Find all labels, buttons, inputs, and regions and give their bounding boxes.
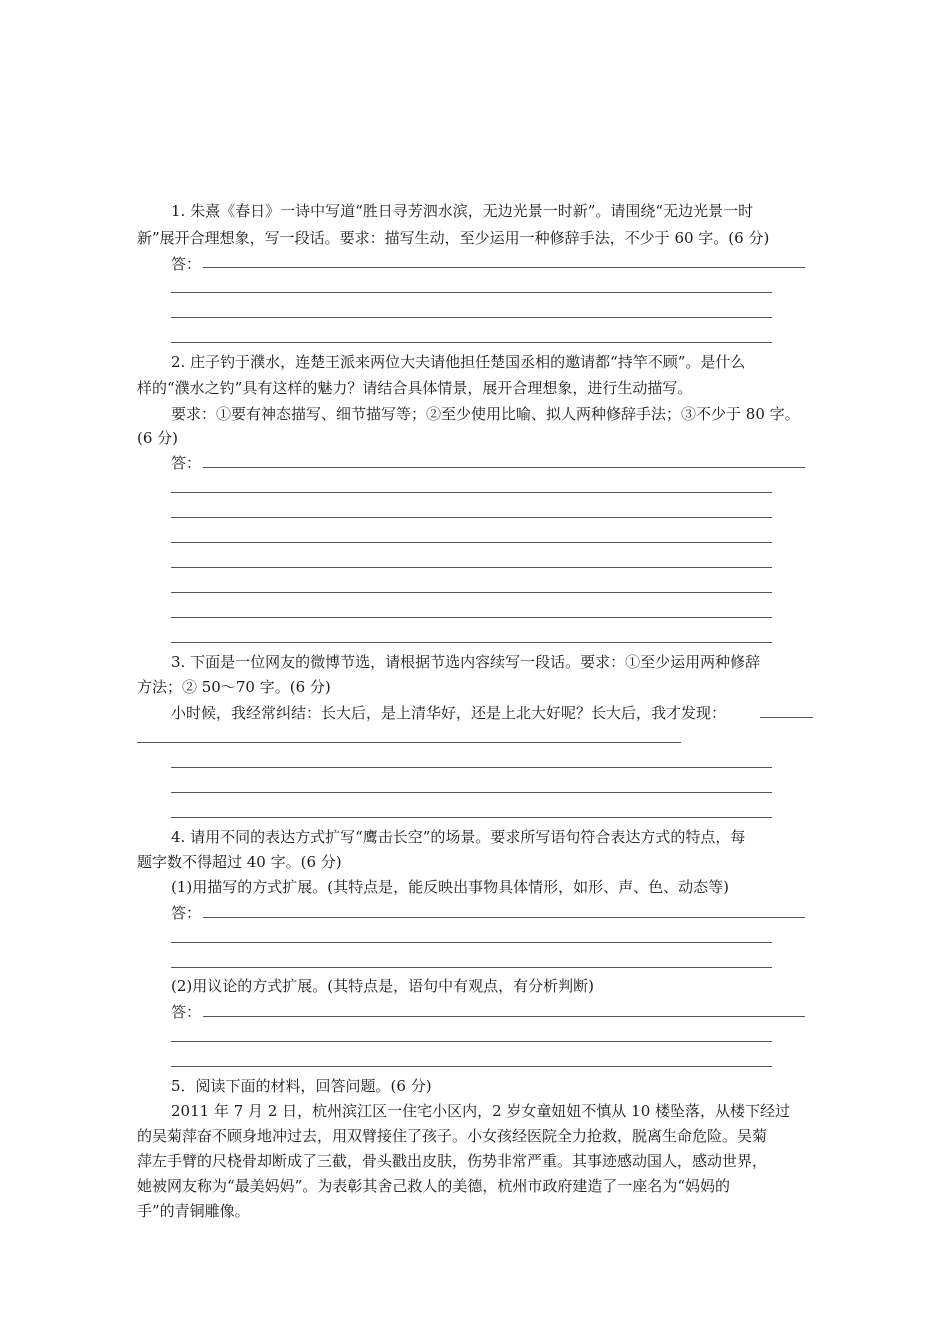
q1-answer-label: 答： xyxy=(171,255,202,273)
q4-answer-line-2[interactable] xyxy=(203,1016,805,1017)
q4-answer-line-1[interactable] xyxy=(171,942,772,943)
q4-answer-line-1[interactable] xyxy=(203,917,805,918)
q5-line-6: 手”的青铜雕像。 xyxy=(137,1202,250,1220)
q2-answer-line[interactable] xyxy=(171,567,772,568)
q4-part-1: (1)用描写的方式扩展。(其特点是，能反映出事物具体情形，如形、声、色、动态等) xyxy=(171,878,729,896)
q1-answer-line[interactable] xyxy=(171,342,772,343)
q4-answer-line-2[interactable] xyxy=(171,1041,772,1042)
q2-answer-line[interactable] xyxy=(171,642,772,643)
q3-line-2: 方法；② 50～70 字。(6 分) xyxy=(137,678,331,696)
q1-answer-line[interactable] xyxy=(171,292,772,293)
q2-answer-line[interactable] xyxy=(171,617,772,618)
q2-answer-label: 答： xyxy=(171,454,202,472)
q5-line-1: 5．阅读下面的材料，回答问题。(6 分) xyxy=(171,1077,432,1095)
q4-line-1: 4. 请用不同的表达方式扩写“鹰击长空”的场景。要求所写语句符合表达方式的特点，每 xyxy=(171,828,746,846)
q5-line-5: 她被网友称为“最美妈妈”。为表彰其舍己救人的美德，杭州市政府建造了一座名为“妈妈的 xyxy=(137,1177,731,1195)
q2-line-4: (6 分) xyxy=(137,429,179,447)
q4-line-2: 题字数不得超过 40 字。(6 分) xyxy=(137,853,342,871)
q2-answer-line[interactable] xyxy=(171,492,772,493)
q2-answer-line[interactable] xyxy=(203,467,805,468)
q1-line-2: 新”展开合理想象，写一段话。要求：描写生动，至少运用一种修辞手法，不少于 60 字。(6 分) xyxy=(137,229,770,247)
q3-answer-line[interactable] xyxy=(137,742,681,743)
q5-line-3: 的吴菊萍奋不顾身地冲过去，用双臂接住了孩子。小女孩经医院全力抢救，脱离生命危险。吴菊 xyxy=(137,1127,768,1145)
q2-line-1: 2. 庄子钓于濮水，连楚王派来两位大夫请他担任楚国丞相的邀请都“持竿不顾”。是什么 xyxy=(171,353,746,371)
q2-line-3: 要求：①要有神态描写、细节描写等；②至少使用比喻、拟人两种修辞手法；③不少于 80 字。 xyxy=(171,405,800,423)
q3-line-3: 小时候，我经常纠结：长大后，是上清华好，还是上北大好呢？长大后，我才发现： xyxy=(171,704,727,722)
q2-answer-line[interactable] xyxy=(171,542,772,543)
q5-line-2: 2011 年 7 月 2 日，杭州滨江区一住宅小区内，2 岁女童妞妞不慎从 10 楼坠落，从楼下经过 xyxy=(171,1102,791,1120)
q1-line-1: 1. 朱熹《春日》一诗中写道“胜日寻芳泗水滨，无边光景一时新”。请围绕“无边光景一时 xyxy=(171,202,754,220)
q2-line-2: 样的“濮水之钓”具有这样的魅力？请结合具体情景，展开合理想象，进行生动描写。 xyxy=(137,379,693,397)
q3-line-1: 3. 下面是一位网友的微博节选，请根据节选内容续写一段话。要求：①至少运用两种修辞 xyxy=(171,653,761,671)
q4-part-2: (2)用议论的方式扩展。(其特点是，语句中有观点，有分析判断) xyxy=(171,977,594,995)
q3-answer-line[interactable] xyxy=(171,817,772,818)
q3-answer-line[interactable] xyxy=(760,717,813,718)
q3-answer-line[interactable] xyxy=(171,792,772,793)
q2-answer-line[interactable] xyxy=(171,592,772,593)
q4-answer-label-2: 答： xyxy=(171,1003,202,1021)
q1-answer-line[interactable] xyxy=(171,317,772,318)
q1-answer-line[interactable] xyxy=(203,267,805,268)
q4-answer-line-1[interactable] xyxy=(171,967,772,968)
q5-line-4: 萍左手臂的尺桡骨却断成了三截，骨头戳出皮肤，伤势非常严重。其事迹感动国人，感动世界， xyxy=(137,1152,768,1170)
q4-answer-label-1: 答： xyxy=(171,904,202,922)
q4-answer-line-2[interactable] xyxy=(171,1066,772,1067)
q3-answer-line[interactable] xyxy=(171,767,772,768)
q2-answer-line[interactable] xyxy=(171,517,772,518)
